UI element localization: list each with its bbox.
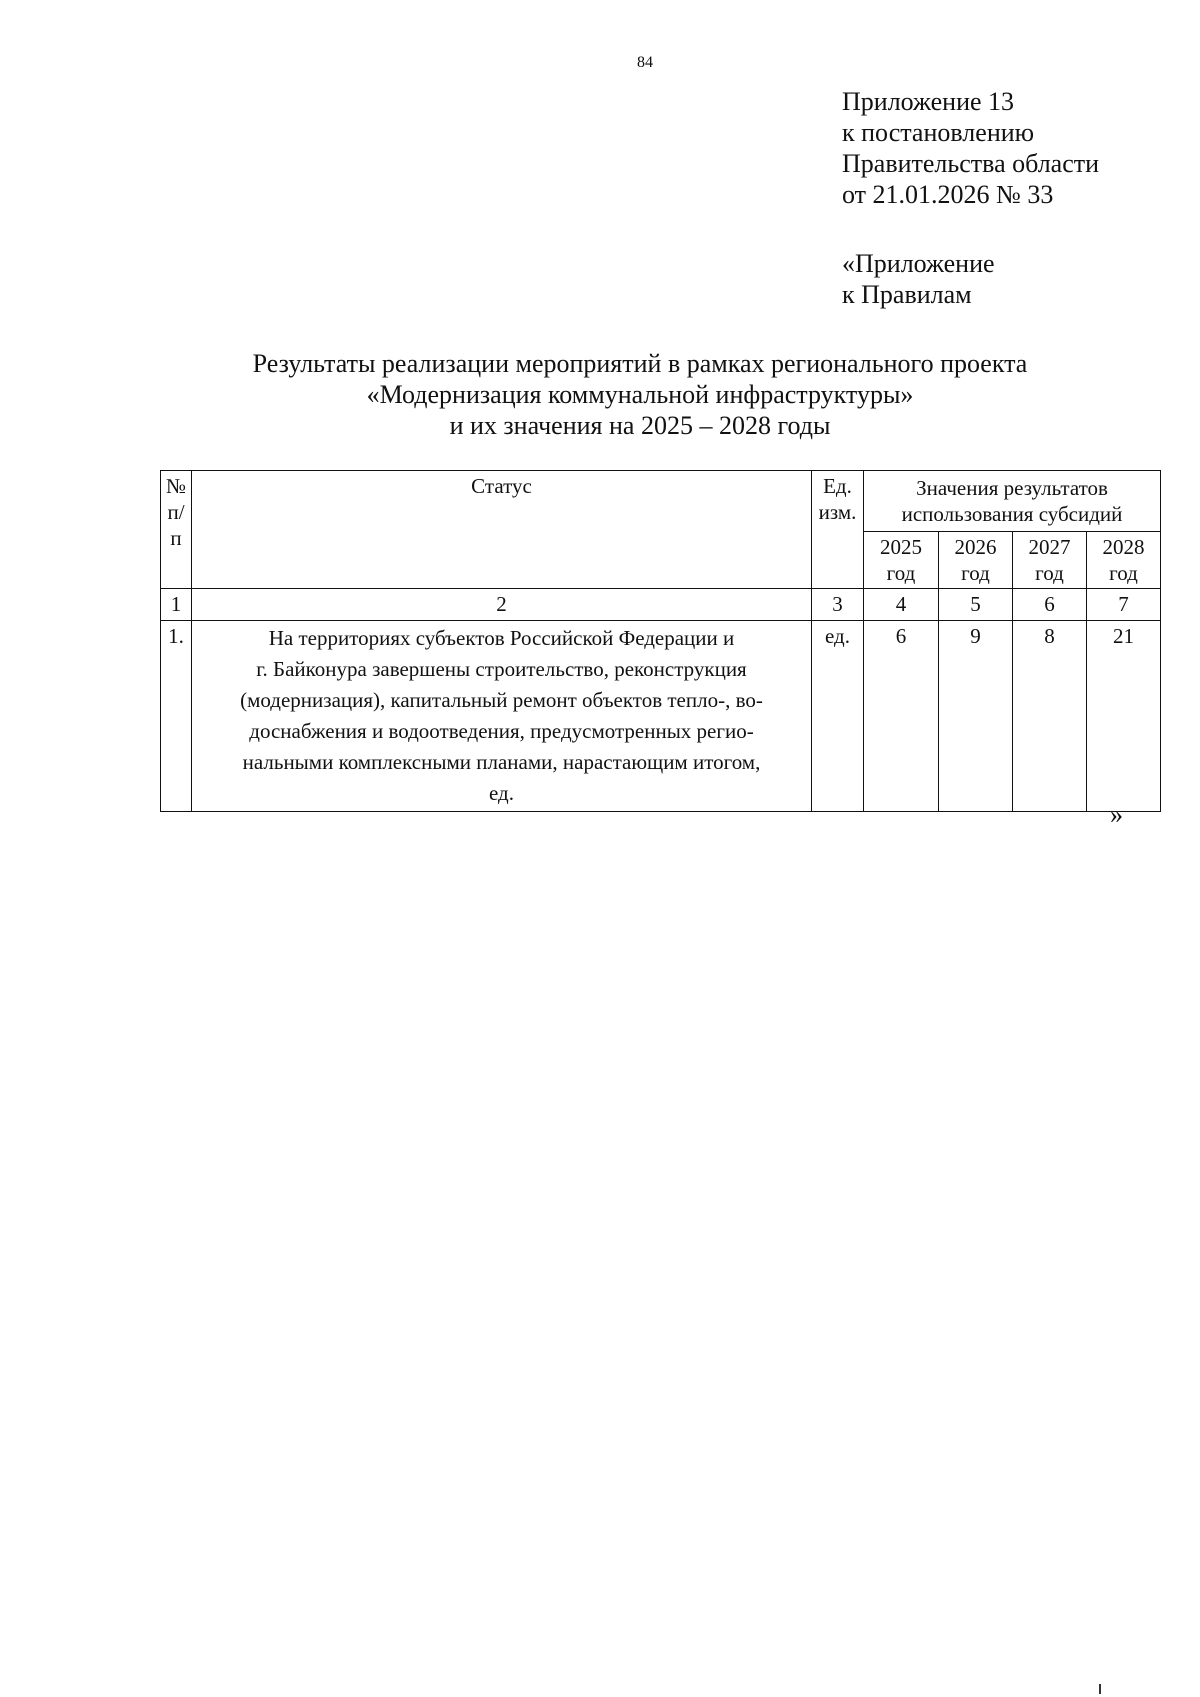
status-line: На территориях субъектов Российской Федерации и bbox=[268, 626, 735, 650]
closing-quote: » bbox=[1110, 800, 1123, 829]
header-year-2028 bbox=[1087, 532, 1161, 589]
title-line-2: «Модернизация коммунальной инфраструктуры» bbox=[366, 380, 914, 409]
year-value: 2027 bbox=[1028, 535, 1071, 559]
page-number: 84 bbox=[637, 54, 653, 71]
header-year-2027 bbox=[1013, 532, 1087, 589]
appendix-block bbox=[842, 86, 1099, 210]
results-table bbox=[160, 470, 1161, 812]
value-2028: 21 bbox=[1087, 621, 1161, 812]
value-2025: 6 bbox=[864, 621, 939, 812]
header-unit bbox=[812, 471, 864, 589]
title-line-3: и их значения на 2025 – 2028 годы bbox=[449, 411, 831, 440]
header-unit-line-1: Ед. bbox=[823, 474, 852, 498]
appendix-line-1: Приложение 13 bbox=[842, 87, 1015, 116]
year-value: 2025 bbox=[880, 535, 922, 559]
column-number: 7 bbox=[1087, 589, 1161, 621]
appendix-line-2: к постановлению bbox=[842, 118, 1035, 147]
status-line: г. Байконура завершены строительство, реконструкция bbox=[256, 657, 747, 681]
year-label: год bbox=[961, 561, 990, 585]
status-line: ед. bbox=[489, 781, 514, 805]
header-year-2026 bbox=[939, 532, 1013, 589]
header-values-line-1: Значения результатов bbox=[916, 476, 1108, 500]
title-line-1: Результаты реализации мероприятий в рамках регионального проекта bbox=[252, 349, 1028, 378]
appendix-line-4: от 21.01.2026 № 33 bbox=[842, 180, 1054, 209]
rules-ref-line-2: к Правилам bbox=[842, 280, 972, 309]
header-number-line-1: № bbox=[165, 474, 187, 498]
rules-reference-block bbox=[842, 248, 995, 310]
header-values-line-2: использования субсидий bbox=[901, 502, 1123, 526]
table-row bbox=[161, 621, 1161, 812]
column-number: 1 bbox=[161, 589, 192, 621]
status-line: (модернизация), капитальный ремонт объектов тепло-, во- bbox=[240, 688, 763, 712]
appendix-line-3: Правительства области bbox=[842, 149, 1100, 178]
document-title bbox=[140, 348, 1140, 441]
year-label: год bbox=[886, 561, 916, 585]
year-value: 2026 bbox=[954, 535, 997, 559]
column-numbers-row bbox=[161, 589, 1161, 621]
column-number: 3 bbox=[812, 589, 864, 621]
value-2027: 8 bbox=[1013, 621, 1087, 812]
row-status bbox=[192, 621, 812, 812]
header-year-2025 bbox=[864, 532, 939, 589]
row-unit: ед. bbox=[812, 621, 864, 812]
column-number: 2 bbox=[192, 589, 812, 621]
header-number-line-2: п/п bbox=[167, 500, 185, 550]
status-line: нальными комплексными планами, нарастающим итогом, bbox=[242, 750, 761, 774]
column-number: 5 bbox=[939, 589, 1013, 621]
column-number: 4 bbox=[864, 589, 939, 621]
rules-ref-line-1: «Приложение bbox=[842, 249, 995, 278]
column-number: 6 bbox=[1013, 589, 1087, 621]
status-line: доснабжения и водоотведения, предусмотренных регио- bbox=[249, 719, 754, 743]
year-label: год bbox=[1035, 561, 1064, 585]
value-2026: 9 bbox=[939, 621, 1013, 812]
header-unit-line-2: изм. bbox=[818, 500, 857, 524]
scan-edge-mark bbox=[1099, 1684, 1101, 1694]
header-status: Статус bbox=[192, 471, 812, 589]
header-values bbox=[864, 471, 1161, 532]
year-label: год bbox=[1109, 561, 1138, 585]
header-number bbox=[161, 471, 192, 589]
year-value: 2028 bbox=[1102, 535, 1145, 559]
row-number: 1. bbox=[161, 621, 192, 812]
